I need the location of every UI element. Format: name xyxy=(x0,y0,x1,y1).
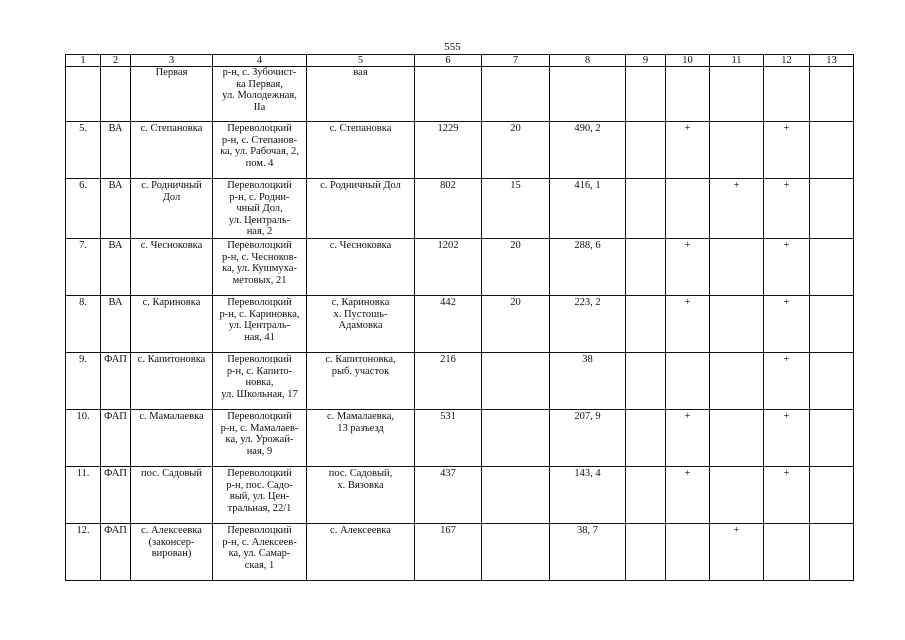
table-cell: 167 xyxy=(415,523,482,580)
table-cell xyxy=(482,67,550,122)
table-cell: + xyxy=(764,238,810,295)
table-cell: 223, 2 xyxy=(550,295,626,352)
table-row xyxy=(66,523,854,580)
table-row xyxy=(66,409,854,466)
table-row xyxy=(66,122,854,179)
table-cell: + xyxy=(764,295,810,352)
table-cell xyxy=(482,466,550,523)
table-cell: 20 xyxy=(482,238,550,295)
table-cell: Переволоцкий р-н, с. Капито- новка, ул. Школьная, 17 xyxy=(213,352,307,409)
table-cell: + xyxy=(666,295,710,352)
table-cell xyxy=(626,409,666,466)
table-cell xyxy=(666,352,710,409)
table-row xyxy=(66,179,854,239)
table-cell xyxy=(550,67,626,122)
table-cell xyxy=(810,122,854,179)
column-header: 4 xyxy=(213,55,307,67)
table-cell: вая xyxy=(307,67,415,122)
table-cell: с. Алексеевка (законсер- вирован) xyxy=(131,523,213,580)
table-cell xyxy=(666,179,710,239)
table-cell xyxy=(666,67,710,122)
table-cell xyxy=(482,523,550,580)
table-cell: 38, 7 xyxy=(550,523,626,580)
header-row xyxy=(66,55,854,67)
table-cell xyxy=(626,179,666,239)
table-cell xyxy=(764,523,810,580)
table-cell xyxy=(710,466,764,523)
table-cell xyxy=(626,295,666,352)
table-cell: Переволоцкий р-н, с. Кариновка, ул. Централь- ная, 41 xyxy=(213,295,307,352)
column-header: 8 xyxy=(550,55,626,67)
table-cell xyxy=(810,523,854,580)
table-cell: + xyxy=(764,466,810,523)
table-cell: 143, 4 xyxy=(550,466,626,523)
table-cell: 1202 xyxy=(415,238,482,295)
table-cell: 490, 2 xyxy=(550,122,626,179)
table-cell: 6. xyxy=(66,179,101,239)
table-cell: с. Алексеевка xyxy=(307,523,415,580)
table-row xyxy=(66,295,854,352)
table-cell: с. Степановка xyxy=(307,122,415,179)
table-cell: ВА xyxy=(101,179,131,239)
table-cell: 7. xyxy=(66,238,101,295)
table-cell: 416, 1 xyxy=(550,179,626,239)
table-cell: 15 xyxy=(482,179,550,239)
table-cell xyxy=(626,122,666,179)
table-cell xyxy=(810,295,854,352)
table-cell: ФАП xyxy=(101,523,131,580)
table-cell: + xyxy=(666,122,710,179)
table-row xyxy=(66,466,854,523)
table-cell: 1229 xyxy=(415,122,482,179)
table-cell: 802 xyxy=(415,179,482,239)
column-header: 1 xyxy=(66,55,101,67)
table-cell: + xyxy=(764,179,810,239)
table-cell: 20 xyxy=(482,295,550,352)
table-cell xyxy=(626,238,666,295)
table-cell: с. Степановка xyxy=(131,122,213,179)
table-cell: 38 xyxy=(550,352,626,409)
table-cell xyxy=(626,523,666,580)
table-cell: 216 xyxy=(415,352,482,409)
column-header: 2 xyxy=(101,55,131,67)
table-cell xyxy=(810,409,854,466)
column-header: 7 xyxy=(482,55,550,67)
table-cell: + xyxy=(666,409,710,466)
table-cell: Переволоцкий р-н, с. Алексеев- ка, ул. Самар- ская, 1 xyxy=(213,523,307,580)
table-cell: + xyxy=(710,179,764,239)
table-cell xyxy=(101,67,131,122)
table-cell: ФАП xyxy=(101,409,131,466)
table-cell xyxy=(415,67,482,122)
table-cell: + xyxy=(666,466,710,523)
document-table xyxy=(65,54,854,581)
table-cell xyxy=(710,238,764,295)
column-header: 10 xyxy=(666,55,710,67)
table-row xyxy=(66,352,854,409)
table-cell xyxy=(810,179,854,239)
table-cell: + xyxy=(764,409,810,466)
table-cell: ВА xyxy=(101,238,131,295)
table-cell xyxy=(810,466,854,523)
table-cell: 8. xyxy=(66,295,101,352)
table-cell: Первая xyxy=(131,67,213,122)
table-cell: с. Родничный Дол xyxy=(307,179,415,239)
table-cell: Переволоцкий р-н, с. Родни- чный Дол, ул. Централь- ная, 2 xyxy=(213,179,307,239)
table-cell: ВА xyxy=(101,122,131,179)
table-cell: пос. Садовый xyxy=(131,466,213,523)
table-cell xyxy=(810,352,854,409)
table-cell xyxy=(710,122,764,179)
table-cell: Переволоцкий р-н, пос. Садо- вый, ул. Цен- тральная, 22/1 xyxy=(213,466,307,523)
table-cell xyxy=(710,409,764,466)
table-cell xyxy=(66,67,101,122)
table-cell: 531 xyxy=(415,409,482,466)
table-cell: с. Кариновка xyxy=(131,295,213,352)
table-cell: Переволоцкий р-н, с. Мамалаев- ка, ул. Урожай- ная, 9 xyxy=(213,409,307,466)
table-row xyxy=(66,67,854,122)
table-cell: с. Капитоновка, рыб. участок xyxy=(307,352,415,409)
table-cell xyxy=(710,67,764,122)
table-cell: ВА xyxy=(101,295,131,352)
table-cell xyxy=(810,67,854,122)
table-cell xyxy=(810,238,854,295)
column-header: 13 xyxy=(810,55,854,67)
table-cell: 207, 9 xyxy=(550,409,626,466)
table-cell xyxy=(626,67,666,122)
table-cell: Переволоцкий р-н, с. Чесноков- ка, ул. Кушмуха- метовых, 21 xyxy=(213,238,307,295)
table-cell: с. Родничный Дол xyxy=(131,179,213,239)
table-cell: 9. xyxy=(66,352,101,409)
column-header: 5 xyxy=(307,55,415,67)
table-cell: 5. xyxy=(66,122,101,179)
table-cell xyxy=(626,352,666,409)
table-cell: 10. xyxy=(66,409,101,466)
table-cell: ФАП xyxy=(101,466,131,523)
table-cell xyxy=(710,295,764,352)
table-row xyxy=(66,238,854,295)
column-header: 12 xyxy=(764,55,810,67)
table-cell: с. Кариновка х. Пустошь- Адамовка xyxy=(307,295,415,352)
table-cell xyxy=(666,523,710,580)
column-header: 6 xyxy=(415,55,482,67)
column-header: 3 xyxy=(131,55,213,67)
column-header: 11 xyxy=(710,55,764,67)
table-cell: ФАП xyxy=(101,352,131,409)
table-cell: 20 xyxy=(482,122,550,179)
table-body xyxy=(66,55,854,581)
table-cell: пос. Садовый, х. Вязовка xyxy=(307,466,415,523)
page-number: 555 xyxy=(444,41,461,53)
table-cell xyxy=(626,466,666,523)
table-cell: 12. xyxy=(66,523,101,580)
column-header: 9 xyxy=(626,55,666,67)
table-cell: 442 xyxy=(415,295,482,352)
table-cell xyxy=(764,67,810,122)
table-cell: с. Чесноковка xyxy=(307,238,415,295)
table-cell: Переволоцкий р-н, с. Степанов- ка, ул. Рабочая, 2, пом. 4 xyxy=(213,122,307,179)
table-cell: 11. xyxy=(66,466,101,523)
table-cell: + xyxy=(710,523,764,580)
table-cell: с. Мамалаевка xyxy=(131,409,213,466)
table-cell: 288, 6 xyxy=(550,238,626,295)
table-cell xyxy=(482,352,550,409)
table-cell: + xyxy=(764,122,810,179)
table-cell: р-н, с. Зубочист- ка Первая, ул. Молодежная, IIа xyxy=(213,67,307,122)
table-cell: + xyxy=(764,352,810,409)
table-cell: + xyxy=(666,238,710,295)
table-cell: 437 xyxy=(415,466,482,523)
table-cell xyxy=(482,409,550,466)
table-cell: с. Чесноковка xyxy=(131,238,213,295)
table-cell: с. Мамалаевка, 13 разъезд xyxy=(307,409,415,466)
table-cell xyxy=(710,352,764,409)
table-cell: с. Капитоновка xyxy=(131,352,213,409)
